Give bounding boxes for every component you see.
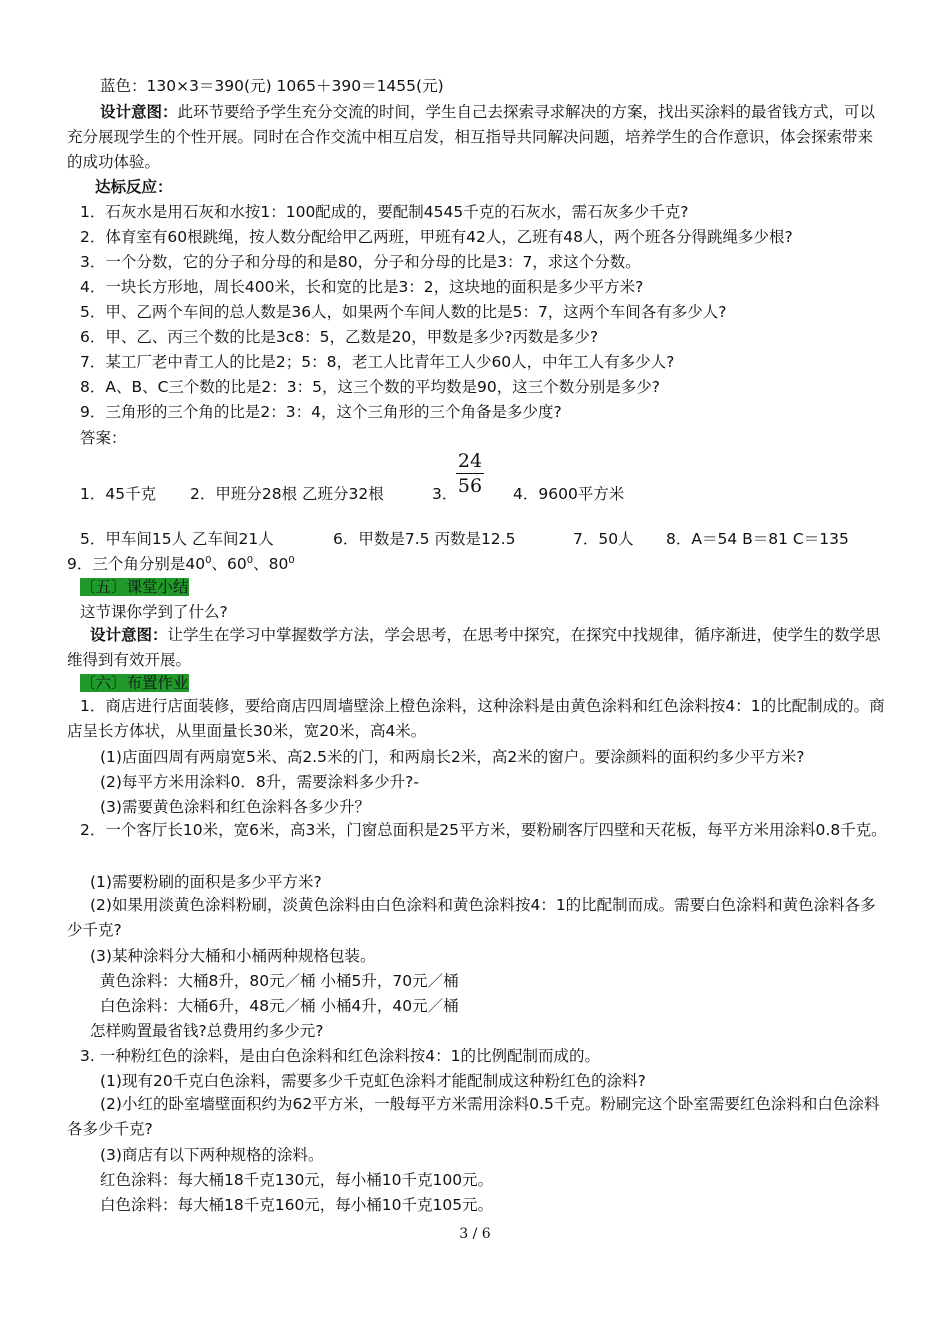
homework-1-q1: (1)店面四周有两扇宽5米、高2.5米的门，和两扇长2米，高2米的窗户。要涂颜料的面积约多少平方米? <box>100 748 805 766</box>
homework-2-intro: 2．一个客厅长10米，宽6米，高3米，门窗总面积是25平方米，要粉刷客厅四壁和天花板，每平方米用涂料0.8千克。 <box>80 821 887 839</box>
answer-9-prefix: 9．三个角分别是 <box>67 555 186 573</box>
section-5-heading <box>80 577 189 597</box>
homework-2-q3: (3)某种涂料分大桶和小桶两种规格包装。 <box>90 947 376 965</box>
homework-3-q2: (2)小红的卧室墙壁面积约为62平方米，一般每平方米需用涂料0.5千克。粉刷完这个卧室需要红色涂料和白色涂料各多少千克? <box>67 1095 880 1138</box>
homework-3-q1: (1)现有20千克白色涂料，需要多少千克虹色涂料才能配制成这种粉红色的涂料? <box>100 1072 646 1090</box>
problem-7: 7．某工厂老中青工人的比是2；5：8，老工人比青年工人少60人，中年工人有多少人? <box>80 353 675 371</box>
homework-1-q3: (3)需要黄色涂料和红色涂料各多少升？ <box>100 798 370 816</box>
homework-2-q1: (1)需要粉刷的面积是多少平方米? <box>90 873 322 891</box>
section-5-question: 这节课你学到了什么? <box>80 603 228 621</box>
problem-3: 3．一个分数，它的分子和分母的和是80，分子和分母的比是3：7，求这个分数。 <box>80 253 641 271</box>
separator: 、 <box>253 555 269 573</box>
answer-7: 7．50人 <box>573 530 634 548</box>
answer-4: 4．9600平方米 <box>513 485 625 503</box>
design-intent-paragraph-1 <box>67 100 887 175</box>
homework-3-q3: (3)商店有以下两种规格的涂料。 <box>100 1146 324 1164</box>
white-paint-bulk-prices: 白色涂料：每大桶18千克160元，每小桶10千克105元。 <box>100 1196 494 1214</box>
degree-mark: 0 <box>288 555 295 566</box>
fraction-numerator: 24 <box>457 450 483 472</box>
homework-2-q2: (2)如果用淡黄色涂料粉刷，淡黄色涂料由白色涂料和黄色涂料按4：1的比配制而成。需要白色涂料和黄色涂料各多少千克? <box>67 896 876 939</box>
angle-b: 60 <box>227 555 247 573</box>
angle-c: 80 <box>268 555 289 573</box>
answer-2: 2．甲班分28根 乙班分32根 <box>190 485 384 503</box>
answers-label: 答案： <box>80 429 127 447</box>
problem-2: 2．体育室有60根跳绳，按人数分配给甲乙两班，甲班有42人，乙班有48人，两个班各分得跳绳多少根? <box>80 228 793 246</box>
section-6-heading-text: 〔六〕布置作业 <box>80 674 189 692</box>
red-paint-prices: 红色涂料：每大桶18千克130元，每小桶10千克100元。 <box>100 1171 494 1189</box>
design-intent-text: 此环节要给予学生充分交流的时间，学生自己去探索寻求解决的方案，找出买涂料的最省钱方式，可以充分展现学生的个性开展。同时在合作交流中相互启发，相互指导共同解决问题，培养学生的合作意识，体会探索带来的成功体验。 <box>67 103 876 171</box>
separator: 、 <box>211 555 227 573</box>
problem-4: 4．一块长方形地，周长400米，长和宽的比是3：2，这块地的面积是多少平方米? <box>80 278 644 296</box>
problem-9: 9．三角形的三个角的比是2：3：4，这个三角形的三个角备是多少度? <box>80 403 562 421</box>
design-intent-paragraph-2 <box>67 623 887 673</box>
answer-3-prefix: 3． <box>432 485 458 503</box>
design-intent-label: 设计意图： <box>90 626 168 644</box>
homework-3-intro: 3. 一种粉红色的涂料，是由白色涂料和红色涂料按4：1的比例配制而成的。 <box>80 1047 600 1065</box>
answer-5: 5．甲车间15人 乙车间21人 <box>80 530 274 548</box>
design-intent-label: 设计意图： <box>100 103 178 121</box>
section-5-heading-text: 〔五〕课堂小结 <box>80 578 189 596</box>
answer-9 <box>67 554 295 574</box>
problem-6: 6．甲、乙、丙三个数的比是3c8：5，乙数是20，甲数是多少?丙数是多少? <box>80 328 599 346</box>
blue-paint-calc: 蓝色：130×3＝390(元) 1065＋390＝1455(元) <box>100 77 444 95</box>
homework-1-intro: 1．商店进行店面装修，要给商店四周墙壁涂上橙色涂料，这种涂料是由黄色涂料和红色涂料按4：1的比配制成的。商店呈长方体状，从里面量长30米，宽20米，高4米。 <box>67 697 885 740</box>
answer-3-fraction <box>456 450 484 498</box>
design-intent-text: 让学生在学习中掌握数学方法，学会思考，在思考中探究，在探究中找规律，循序渐进，使学生的数学思维得到有效开展。 <box>67 626 881 669</box>
angle-a: 40 <box>185 555 206 573</box>
homework-1-q2: (2)每平方米用涂料0．8升，需要涂料多少升?- <box>100 773 420 791</box>
answer-1: 1．45千克 <box>80 485 157 503</box>
problem-5: 5．甲、乙两个车间的总人数是36人，如果两个车间人数的比是5：7，这两个车间各有多少人? <box>80 303 727 321</box>
practice-heading: 达标反应： <box>95 178 173 196</box>
problem-1: 1．石灰水是用石灰和水按1：100配成的，要配制4545千克的石灰水，需石灰多少千克? <box>80 203 689 221</box>
section-6-heading <box>80 673 189 693</box>
yellow-paint-prices: 黄色涂料：大桶8升，80元／桶 小桶5升，70元／桶 <box>100 972 459 990</box>
homework-2-q4: 怎样购置最省钱?总费用约多少元? <box>90 1022 324 1040</box>
degree-mark: 0 <box>205 555 212 566</box>
white-paint-prices: 白色涂料：大桶6升，48元／桶 小桶4升，40元／桶 <box>100 997 459 1015</box>
degree-mark: 0 <box>246 555 254 566</box>
page-number: 3 / 6 <box>459 1226 491 1242</box>
problem-8: 8．A、B、C三个数的比是2：3：5，这三个数的平均数是90，这三个数分别是多少? <box>80 378 660 396</box>
answer-6: 6．甲数是7.5 丙数是12.5 <box>333 530 516 548</box>
fraction-denominator: 56 <box>457 475 483 497</box>
answer-8: 8．A＝54 B＝81 C＝135 <box>666 530 849 548</box>
